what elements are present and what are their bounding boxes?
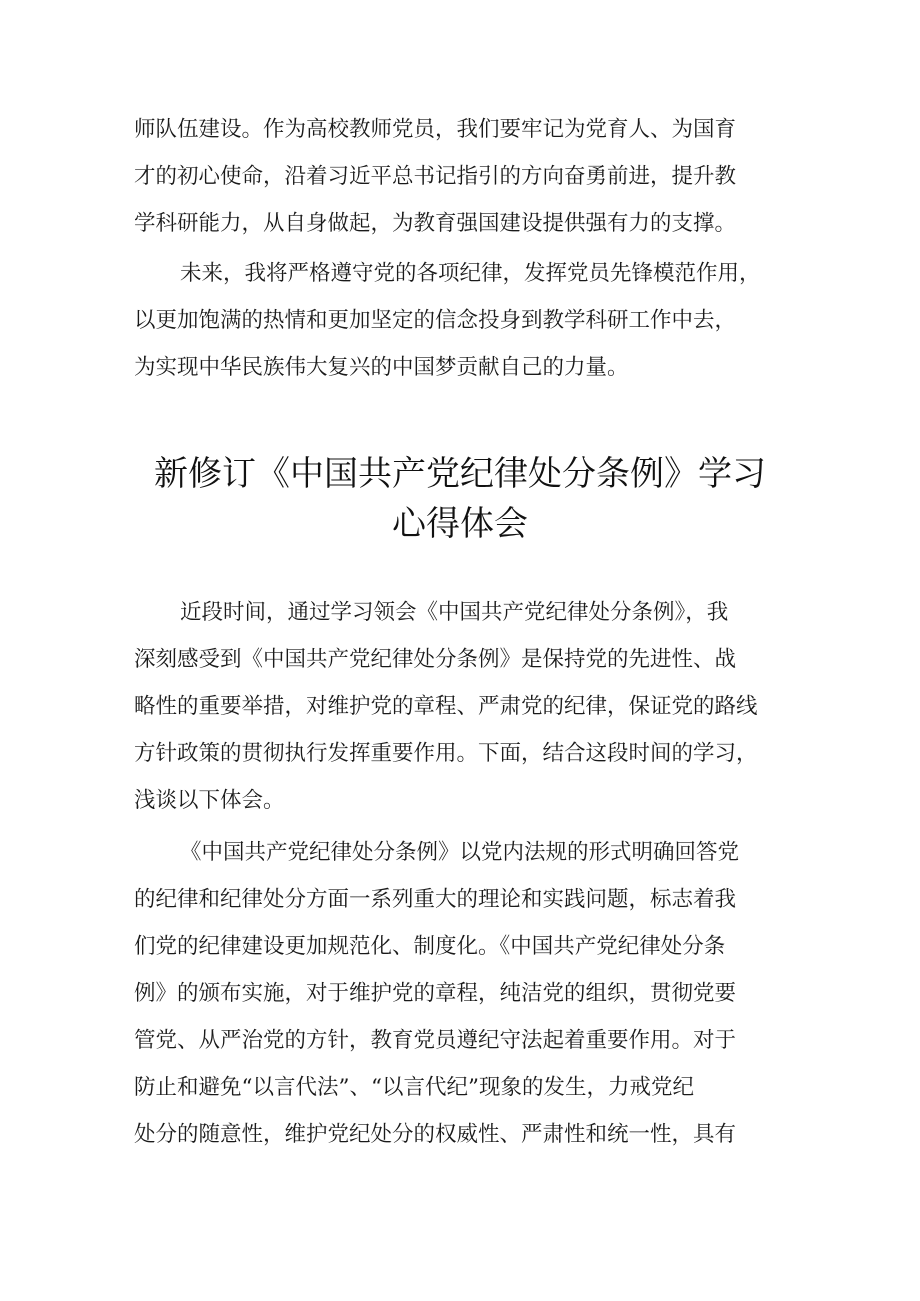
text-line: 防止和避免“以言代法”、“以言代纪”现象的发生，力戒党纪 [134, 1075, 694, 1100]
text-line: 略性的重要举措，对维护党的章程、严肃党的纪律，保证党的路线 [134, 694, 758, 719]
text-line: 管党、从严治党的方针，教育党员遵纪守法起着重要作用。对于 [134, 1028, 737, 1053]
text-line: 们党的纪律建设更加规范化、制度化。《中国共产党纪律处分条 [134, 934, 726, 959]
text-line: 深刻感受到《中国共产党纪律处分条例》是保持党的先进性、战 [134, 647, 737, 672]
article-title-line-2: 心得体会 [392, 504, 528, 544]
text-line: 以更加饱满的热情和更加坚定的信念投身到教学科研工作中去， [134, 308, 737, 333]
text-line: 的纪律和纪律处分方面一系列重大的理论和实践问题，标志着我 [134, 887, 737, 912]
text-line: 为实现中华民族伟大复兴的中国梦贡献自己的力量。 [134, 355, 629, 380]
text-line: 近段时间，通过学习领会《中国共产党纪律处分条例》，我 [180, 600, 729, 625]
text-line: 师队伍建设。作为高校教师党员，我们要牢记为党育人、为国育 [134, 117, 737, 142]
article-title-line-1: 新修订《中国共产党纪律处分条例》学习 [154, 454, 766, 494]
text-line: 学科研能力，从自身做起，为教育强国建设提供强有力的支撑。 [134, 211, 737, 236]
text-line: 处分的随意性，维护党纪处分的权威性、严肃性和统一性，具有 [134, 1122, 737, 1147]
text-line: 例》的颁布实施，对于维护党的章程，纯洁党的组织，贯彻党要 [134, 981, 737, 1006]
text-line: 未来，我将严格遵守党的各项纪律，发挥党员先锋模范作用， [180, 261, 761, 286]
text-line: 《中国共产党纪律处分条例》以党内法规的形式明确回答党 [180, 840, 740, 865]
text-line: 才的初心使命，沿着习近平总书记指引的方向奋勇前进，提升教 [134, 164, 737, 189]
text-line: 浅谈以下体会。 [134, 788, 285, 813]
text-line: 方针政策的贯彻执行发挥重要作用。下面，结合这段时间的学习， [134, 741, 758, 766]
